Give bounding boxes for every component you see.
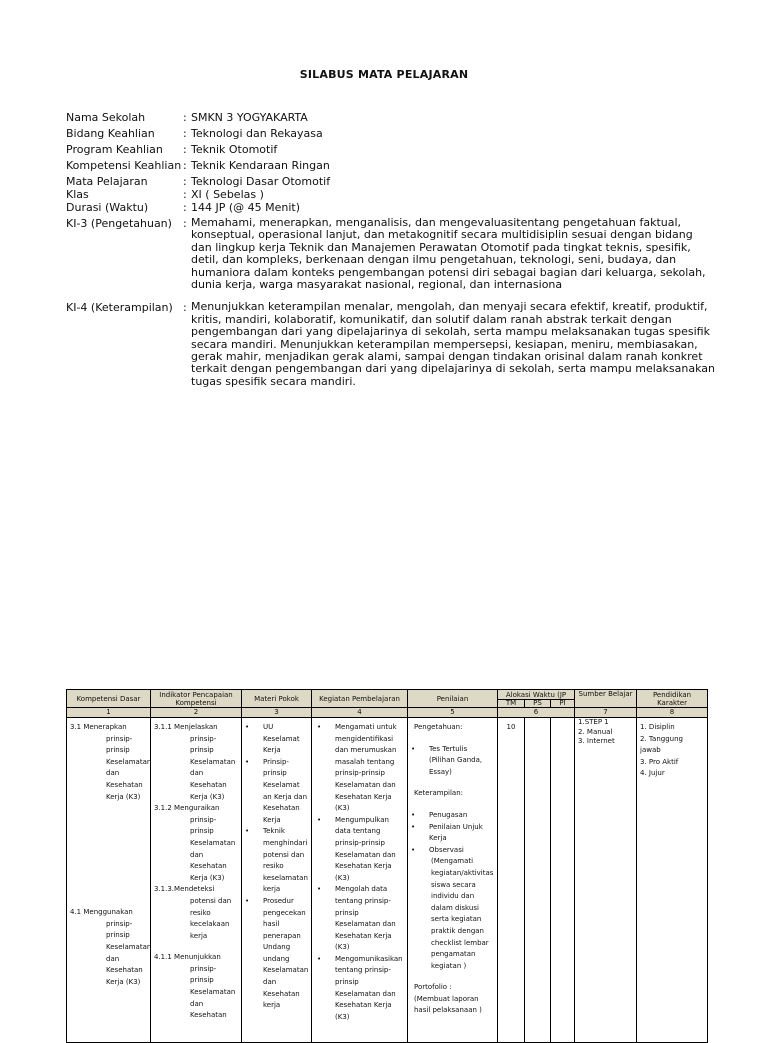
karakter-item: 3. Pro Aktif [640, 757, 679, 766]
kegiatan-item: • Mengolah data tentang prinsip-prinsip Keselamatan dan Kesehatan Kerja (K3) [315, 884, 404, 954]
info-label: Program Keahlian [66, 143, 163, 156]
materi-item: • Teknik menghindari potensi dan resiko keselamatan kerja [243, 826, 308, 896]
ipk-item: 4.1.1 Menunjukkan prinsip-prinsip Keselamatan dan Kesehatan [154, 953, 236, 1020]
materi-item: • UU Keselamat Kerja [243, 722, 308, 757]
cell-kegiatan [312, 718, 408, 1043]
penilaian-heading: Portofolio : [414, 983, 452, 992]
info-value: Teknik Otomotif [191, 143, 278, 156]
info-row-program: Program Keahlian : Teknik Otomotif [66, 143, 716, 156]
header-materi: Materi Pokok [242, 690, 312, 708]
penilaian-heading: Pengetahuan: [414, 723, 463, 731]
header-pi: PI [551, 700, 575, 708]
ki3-text: Memahami, menerapkan, menganalisis, dan mengevaluasitentang pengetahuan faktual, konseptual, operasional lanjut, dan metakognitif secara multidisiplin sesuai dengan bidang dan lingkup kerja Teknik dan Manajemen Perawatan Otomotif pada tingkat teknis, spesifik, detil, dan kompleks, berkenaan dengan ilmu pengetahuan, teknologi, seni, budaya, dan humaniora dalam konteks pengembangan potensi diri sebagai bagian dari keluarga, sekolah, dunia kerja, warga masyarakat nasional, regional, dan internasiona [191, 216, 706, 292]
kegiatan-item: • Mengumpulkan data tentang prinsip-prinsip Keselamatan dan Kesehatan Kerja (K3) [315, 815, 404, 885]
sumber-item: 1.STEP 1 [578, 718, 609, 726]
karakter-item: 2. Tanggung jawab [640, 734, 683, 755]
cell-ipk [151, 718, 242, 1043]
cell-kd [67, 718, 151, 1043]
info-row-field: Bidang Keahlian : Teknologi dan Rekayasa [66, 127, 716, 140]
info-label: Durasi (Waktu) [66, 201, 149, 214]
materi-item: • Prinsip-prinsip Keselamat an Kerja dan Kesehatan Kerja [243, 757, 308, 827]
col-number: 4 [312, 708, 408, 718]
ki4-text: Menunjukkan keterampilan menalar, mengolah, dan menyaji secara efektif, kreatif, produktif, kritis, mandiri, kolaboratif, komunikatif, dan solutif dalam ranah abstrak terkait dengan pengembangan dari yang dipelajarinya di sekolah, serta mampu melaksanakan tugas spesifik secara mandiri. Menunjukkan keterampilan mempersepsi, kesiapan, meniru, membiasakan, gerak mahir, menjadikan gerak alami, sampai dengan tindakan orisinal dalam ranah konkret terkait dengan pengembangan dari yang dipelajarinya di sekolah, serta mampu melaksanakan tugas spesifik secara mandiri. [191, 300, 715, 388]
header-ps: PS [525, 700, 551, 708]
col-number: 6 [498, 708, 575, 718]
materi-item: • Prosedur pengecekan hasil penerapan Undang undang Keselamatan dan Kesehatan kerja [243, 896, 308, 1012]
kegiatan-item: • Mengomunikasikan tentang prinsip-prinsip Keselamatan dan Kesehatan Kerja (K3) [315, 954, 404, 1024]
header-kd: Kompetensi Dasar [67, 690, 151, 708]
karakter-item: 1. Disiplin [640, 723, 675, 731]
kegiatan-item: • Mengamati untuk mengidentifikasi dan merumuskan masalah tentang prinsip-prinsip Keselamatan dan Kesehatan Kerja (K3) [315, 722, 404, 815]
header-penilaian: Penilaian [408, 690, 498, 708]
info-value: 144 JP (@ 45 Menit) [191, 201, 301, 214]
col-number: 3 [242, 708, 312, 718]
cell-karakter [637, 718, 708, 1043]
info-row-duration: Durasi (Waktu) : 144 JP (@ 45 Menit) [66, 201, 716, 214]
penilaian-detail: (Mengamati kegiatan/aktivitas siswa secara individu dan dalam diskusi serta kegiatan praktik dengan checklist lembar pengamatan kegiatan ) [431, 857, 494, 970]
syllabus-table [66, 689, 708, 1043]
info-value: SMKN 3 YOGYAKARTA [191, 111, 308, 124]
ipk-item: 3.1.3.Mendeteksi potensi dan resiko kecelakaan kerja [154, 885, 232, 940]
penilaian-heading: Keterampilan: [414, 789, 464, 798]
header-kegiatan: Kegiatan Pembelajaran [312, 690, 408, 708]
cell-ps [525, 718, 551, 1043]
karakter-item: 4. Jujur [640, 769, 665, 778]
ki4-row: KI-4 (Keterampilan) : Menunjukkan keterampilan menalar, mengolah, dan menyaji secara efektif, kreatif, produktif, kritis, mandiri, kolaboratif, komunikatif, dan solutif dalam ranah abstrak terkait dengan pengembangan dari yang dipelajarinya di sekolah, serta mampu melaksanakan tugas spesifik secara mandiri. Menunjukkan keterampilan mempersepsi, kesiapan, meniru, membiasakan, gerak mahir, menjadikan gerak alami, sampai dengan tindakan orisinal dalam ranah konkret terkait dengan pengembangan dari yang dipelajarinya di sekolah, serta mampu melaksanakan tugas spesifik secara mandiri. [66, 300, 715, 388]
info-value: XI ( Sebelas ) [191, 188, 264, 201]
ipk-item: 3.1.1 Menjelaskan prinsip-prinsip Keselamatan dan Kesehatan Kerja (K3) [154, 723, 236, 801]
ki4-label: KI-4 (Keterampilan) [66, 301, 173, 315]
header-ipk: Indikator Pencapaian Kompetensi [151, 690, 242, 708]
header-karakter: Pendidikan Karakter [637, 690, 708, 708]
penilaian-item: • Observasi [409, 845, 494, 857]
info-label: Bidang Keahlian [66, 127, 155, 140]
penilaian-item: • Penugasan [409, 810, 494, 822]
penilaian-detail: (Membuat laporan hasil pelaksanaan ) [414, 994, 482, 1015]
info-label: Mata Pelajaran [66, 175, 148, 188]
penilaian-item: • Penilaian Unjuk Kerja [409, 822, 494, 845]
col-number: 7 [575, 708, 637, 718]
cell-tm: 10 [498, 718, 525, 1043]
cell-pi [551, 718, 575, 1043]
cell-penilaian [408, 718, 498, 1043]
cell-materi [242, 718, 312, 1043]
header-sumber: Sumber Belajar [575, 690, 637, 708]
school-info [66, 111, 716, 388]
info-label: Kompetensi Keahlian [66, 159, 182, 172]
info-row-subject: Mata Pelajaran : Teknologi Dasar Otomotif [66, 175, 716, 188]
info-value: Teknik Kendaraan Ringan [191, 159, 330, 172]
kd-item: 3.1 Menerapkan prinsip-prinsip Keselamatan dan Kesehatan Kerja (K3) [70, 723, 152, 801]
ki3-label: KI-3 (Pengetahuan) [66, 217, 172, 230]
info-row-competency: Kompetensi Keahlian : Teknik Kendaraan Ringan [66, 159, 716, 172]
col-number: 2 [151, 708, 242, 718]
sumber-item: 3. Internet [578, 737, 615, 745]
info-label: Nama Sekolah [66, 111, 146, 124]
info-label: Klas [66, 188, 89, 201]
info-value: Teknologi dan Rekayasa [191, 127, 323, 140]
kd-item: 4.1 Menggunakan prinsip-prinsip Keselamatan dan Kesehatan Kerja (K3) [70, 908, 152, 986]
header-tm: TM [498, 700, 525, 708]
ipk-item: 3.1.2 Menguraikan prinsip-prinsip Keselamatan dan Kesehatan Kerja (K3) [154, 804, 236, 882]
info-row-class: Klas : XI ( Sebelas ) [66, 188, 716, 201]
info-row-school: Nama Sekolah : SMKN 3 YOGYAKARTA [66, 111, 716, 124]
info-value: Teknologi Dasar Otomotif [191, 175, 331, 188]
sumber-item: 2. Manual [578, 727, 613, 736]
ki3-row: KI-3 (Pengetahuan) : Memahami, menerapkan, menganalisis, dan mengevaluasitentang pengetahuan faktual, konseptual, operasional lanjut, dan metakognitif secara multidisiplin sesuai dengan bidang dan lingkup kerja Teknik dan Manajemen Perawatan Otomotif pada tingkat teknis, spesifik, detil, dan kompleks, berkenaan dengan ilmu pengetahuan, teknologi, seni, budaya, dan humaniora dalam konteks pengembangan potensi diri sebagai bagian dari keluarga, sekolah, dunia kerja, warga masyarakat nasional, regional, dan internasiona [66, 217, 716, 291]
table-row [67, 718, 708, 1043]
cell-sumber [575, 718, 637, 1043]
col-number: 1 [67, 708, 151, 718]
header-alokasi: Alokasi Waktu (JP [498, 690, 575, 700]
page-title: SILABUS MATA PELAJARAN [299, 68, 469, 81]
col-number: 5 [408, 708, 498, 718]
penilaian-item: • Tes Tertulis (Pilihan Ganda, Essay) [409, 744, 494, 779]
col-number: 8 [637, 708, 708, 718]
